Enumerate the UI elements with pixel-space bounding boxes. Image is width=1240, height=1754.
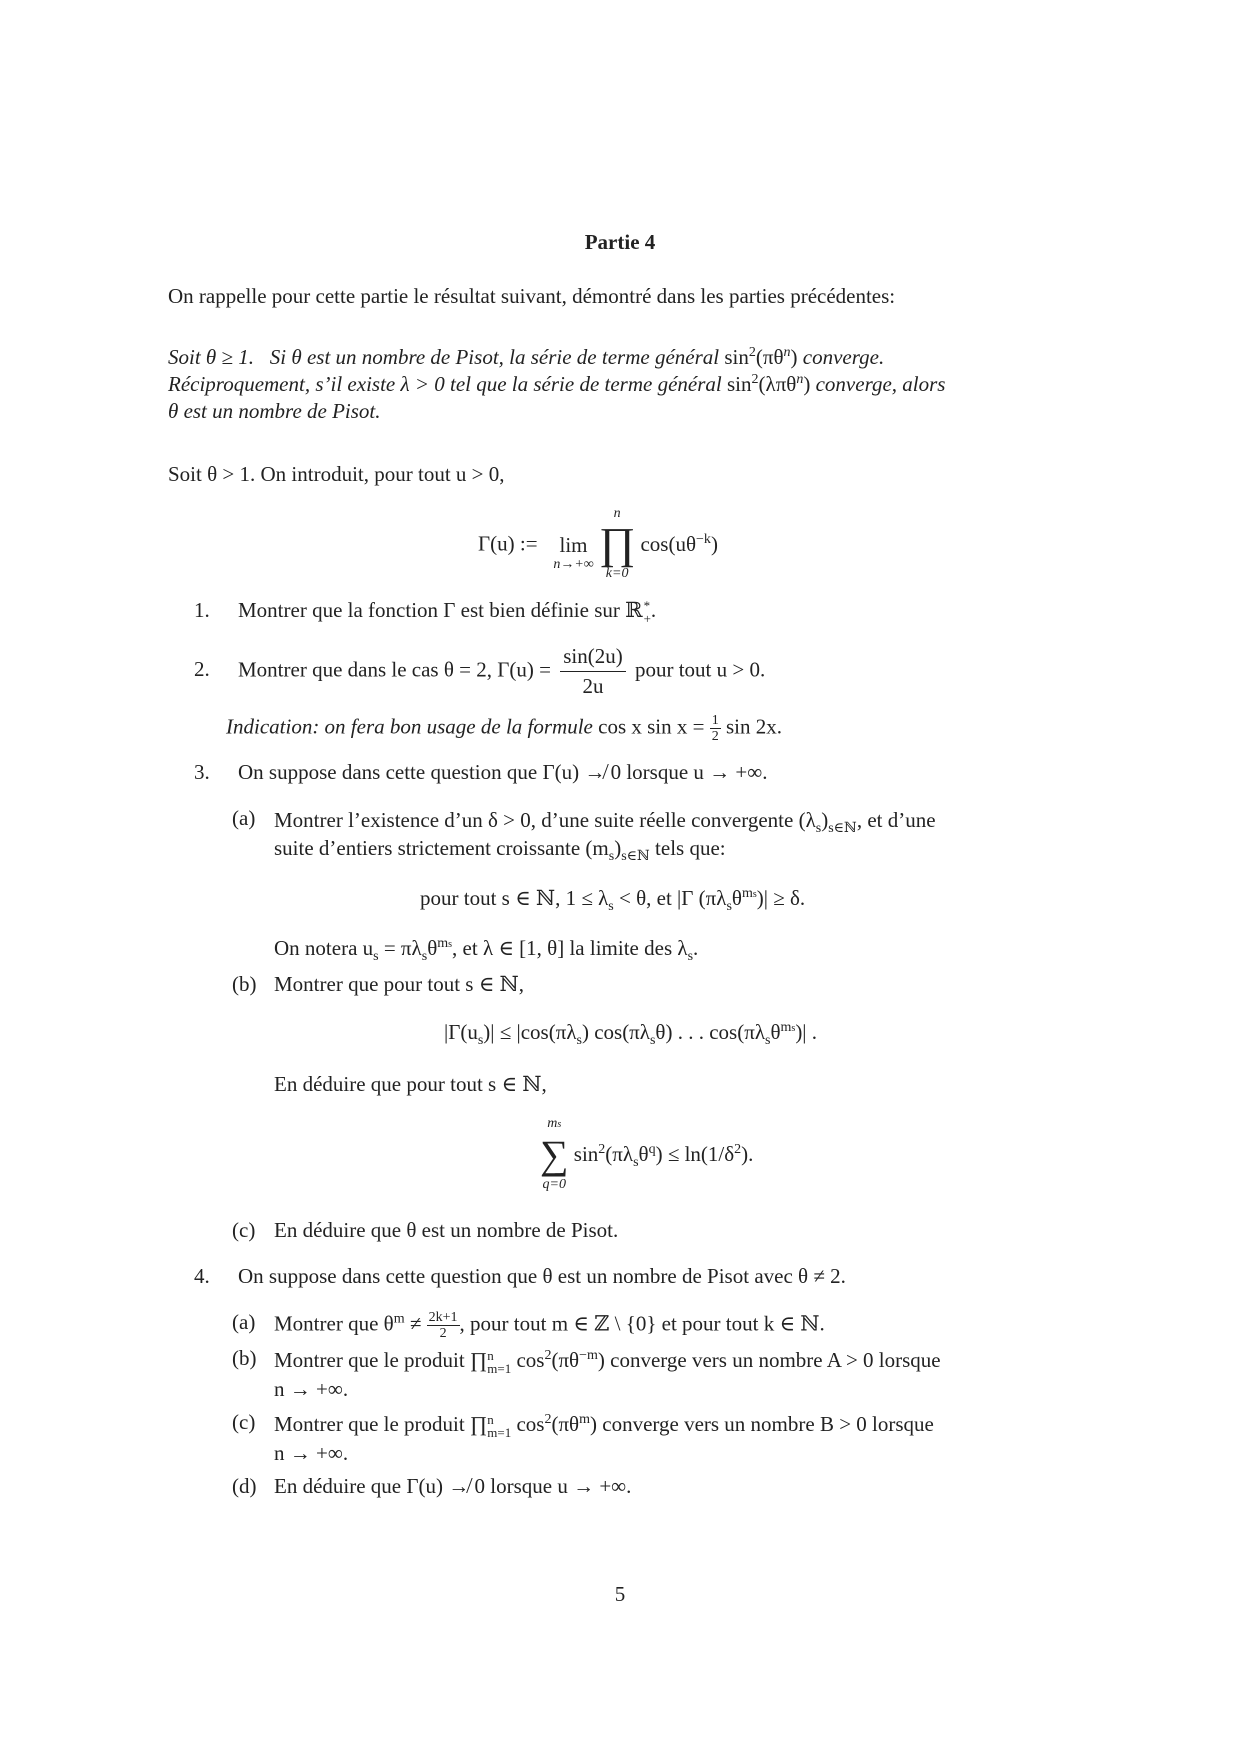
question-2-hint: Indication: on fera bon usage de la formule cos x sin x = $\frac{1}{2}$ sin 2x.	[226, 713, 782, 744]
question-4b-label: (b)	[232, 1346, 257, 1370]
intro-text: On rappelle pour cette partie le résultat suivant, démontré dans les parties précédentes:	[168, 284, 896, 308]
theorem-block: Soit θ ≥ 1. Si θ est un nombre de Pisot, la série de terme général $\sin^2(\pi\theta^n)$ converge. Réciproquement, s’il existe λ > 0 tel que la série de terme général $\sin^2(\lambda\pi\theta^n)$ converge, alors θ est un nombre de Pisot.	[168, 345, 946, 423]
question-4a-label: (a)	[232, 1310, 256, 1334]
question-3b-deduce: En déduire que pour tout s ∈ ℕ,	[274, 1072, 547, 1096]
question-3c-label: (c)	[232, 1218, 256, 1242]
question-3b-display: $|\Gamma(u_s)| \le |\cos(\pi\lambda_s)$ $\cos(\pi\lambda_s\theta)$ . . . $\cos(\pi\lambda_s\theta^{ms})|$ .	[444, 1020, 818, 1049]
question-3c: En déduire que θ est un nombre de Pisot.	[274, 1218, 619, 1242]
question-4c: Montrer que le produit ∏ n m=1 $\cos^2(\pi\theta^m)$ converge vers un nombre B > 0 lorsque n → +∞.	[274, 1412, 934, 1466]
question-3a-label: (a)	[232, 806, 256, 830]
question-3b: Montrer que pour tout s ∈ ℕ,	[274, 972, 524, 996]
question-3a: Montrer l’existence d’un δ > 0, d’une suite réelle convergente $(\lambda_s)_{s\in ℕ}$, et d’une suite d’entiers strictement croissante $(m_s)_{s\in ℕ}$ tels que:	[274, 808, 936, 865]
question-3a-display: pour tout s ∈ ℕ, $1 \le \lambda_s < \theta$, et |Γ $(\pi\lambda_s\theta^{ms})| \ge \delta$.	[420, 886, 806, 915]
question-4b: Montrer que le produit ∏ n m=1 $\cos^2(\pi\theta^{-m})$ converge vers un nombre A > 0 lorsque n → +∞.	[274, 1348, 941, 1402]
page-number: 5	[614, 1582, 626, 1606]
question-4: 4. On suppose dans cette question que θ est un nombre de Pisot avec θ ≠ 2.	[194, 1264, 846, 1288]
question-1: 1. Montrer que la fonction Γ est bien définie sur ℝ * + .	[194, 598, 657, 627]
question-4a: Montrer que $\theta^m$ ≠ $\frac{2k+1}{2}$, pour tout m ∈ ℤ \ {0} et pour tout k ∈ ℕ.	[274, 1310, 825, 1341]
question-3b-sum: ms ∑ q=0 $\sin^2(\pi\lambda_s\theta^q) \le \ln(1/\delta^2)$.	[540, 1116, 754, 1192]
question-3: 3. On suppose dans cette question que Γ(u) ↛ 0 lorsque u → +∞.	[194, 760, 768, 784]
question-3b-label: (b)	[232, 972, 257, 996]
question-4c-label: (c)	[232, 1410, 256, 1434]
question-4d-label: (d)	[232, 1474, 257, 1498]
setup-text: Soit θ > 1. On introduit, pour tout u > 0,	[168, 462, 505, 486]
question-2: 2. Montrer que dans le cas θ = 2, Γ(u) = $\frac{\sin(2u)}{2u}$ pour tout u > 0.	[194, 644, 766, 698]
gamma-definition: Γ(u) := lim n→+∞ n ∏ k=0 $\cos(u\theta^{-k})$	[478, 506, 718, 581]
question-4d: En déduire que Γ(u) ↛ 0 lorsque u → +∞.	[274, 1474, 632, 1498]
page-title: Partie 4	[584, 230, 656, 254]
question-3a-note: On notera $u_s = \pi\lambda_s\theta^{ms}$, et λ ∈ [1, θ] la limite des $\lambda_s$.	[274, 936, 699, 965]
